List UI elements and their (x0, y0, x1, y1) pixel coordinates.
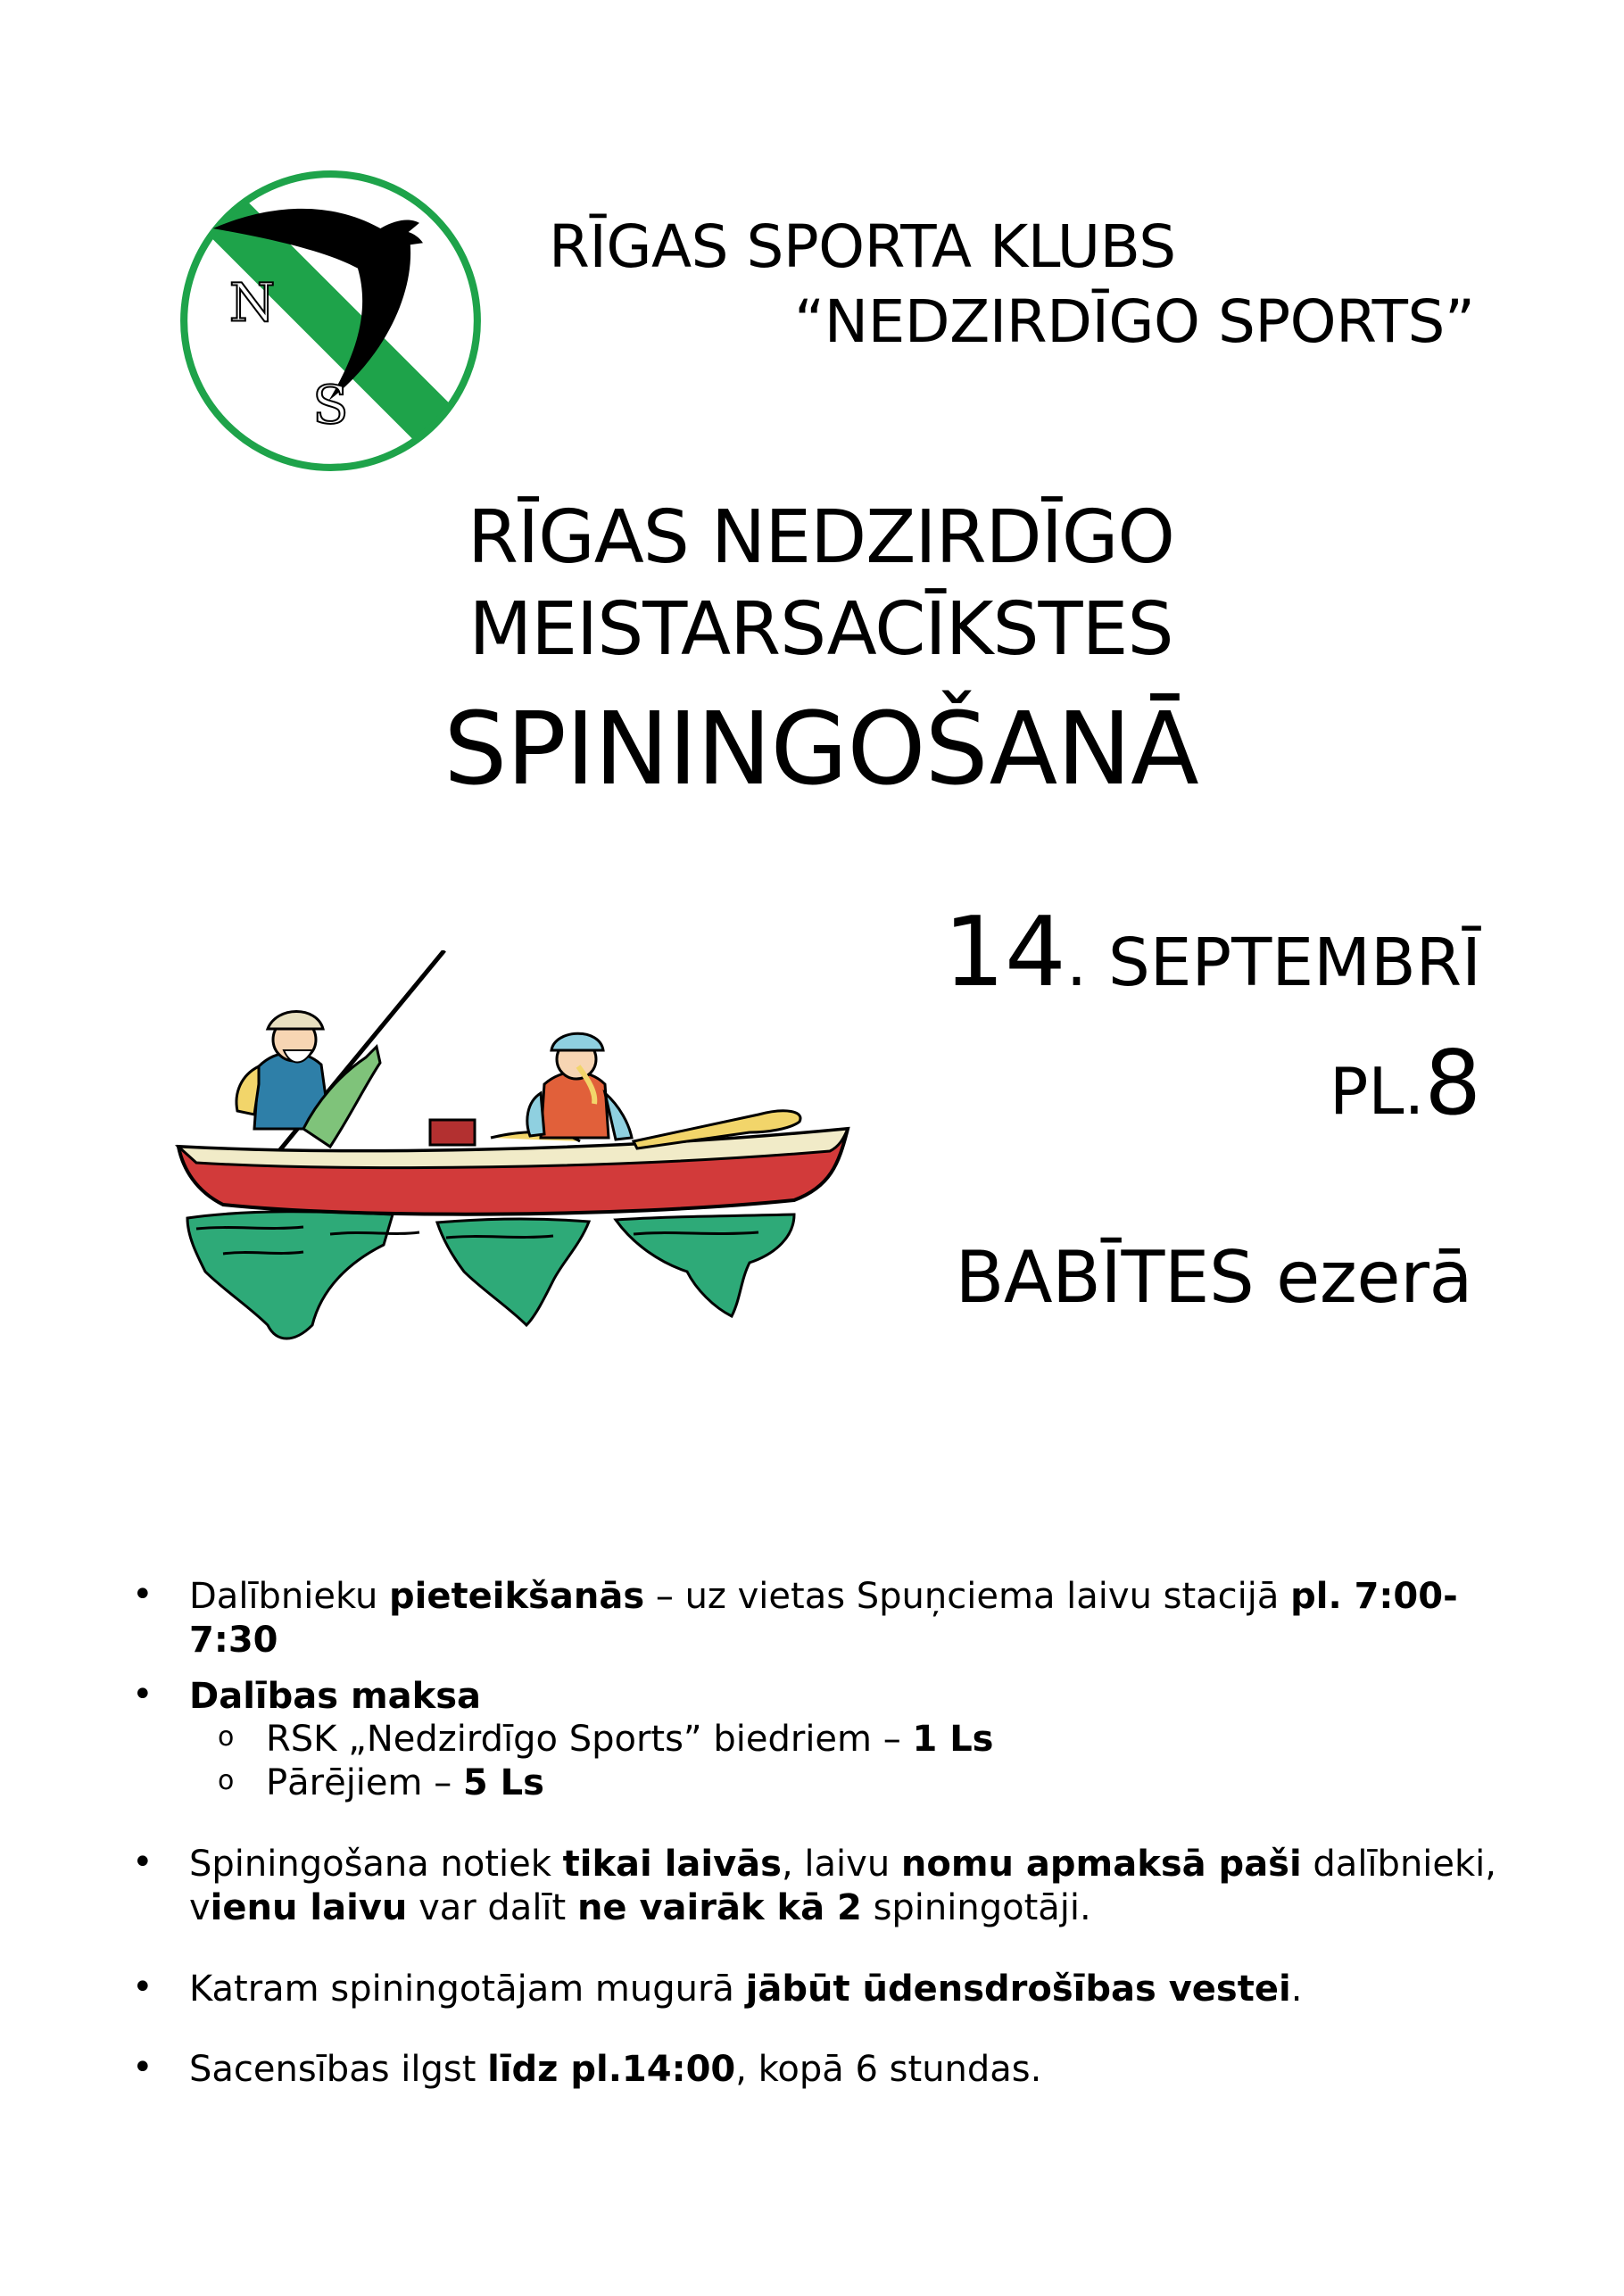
strong-text: tikai laivās (562, 1843, 782, 1885)
bullet-icon: • (132, 2047, 153, 2089)
event-info-list (132, 1575, 1524, 2092)
time-value: 8 (1424, 1031, 1481, 1135)
strong-text: 1 Ls (912, 1719, 994, 1761)
text: . (1290, 1968, 1303, 2010)
text: spiningotāji. (861, 1886, 1091, 1928)
text: – uz vietas Spuņciema laivu stacijā (644, 1576, 1291, 1617)
text: Spiningošana notiek (189, 1843, 563, 1885)
strong-text: pieteikšanās (389, 1576, 645, 1617)
strong-text: pl. 7:00-7:30 (189, 1576, 1458, 1661)
sub-list-item (132, 1718, 1524, 1761)
club-logo (177, 167, 485, 475)
date-day: 14 (943, 897, 1066, 1008)
strong-text: 5 Ls (462, 1762, 544, 1804)
date-month: . SEPTEMBRĪ (1065, 924, 1481, 1001)
strong-text: ne vairāk kā 2 (576, 1886, 862, 1928)
list-item (132, 2048, 1524, 2092)
event-place: BABĪTES ezerā (955, 1236, 1472, 1319)
list-item (132, 1675, 1524, 1719)
text: v (189, 1886, 211, 1928)
strong-text: līdz pl.14:00 (487, 2049, 736, 2091)
text: Dalībnieku (189, 1576, 390, 1617)
bullet-icon: • (132, 1574, 153, 1615)
text: , kopā 6 stundas. (735, 2049, 1042, 2091)
bullet-icon: • (132, 1841, 153, 1883)
text: Sacensības ilgst (189, 2049, 488, 2091)
logo-letter-s: S (312, 374, 349, 436)
text: Katram spiningotājam mugurā (189, 1968, 746, 2010)
list-item (132, 1968, 1524, 2011)
circle-bullet-icon: o (218, 1765, 235, 1797)
strong-text: ienu laivu (210, 1886, 408, 1928)
club-name-line1: RĪGAS SPORTA KLUBS (549, 212, 1176, 281)
sub-list-item (132, 1761, 1524, 1805)
event-title-line3: SPININGOŠANĀ (443, 692, 1198, 808)
event-date (943, 897, 1481, 1008)
event-title-line2: MEISTARSACĪKSTES (468, 587, 1173, 672)
event-title-line1: RĪGAS NEDZIRDĪGO (468, 495, 1174, 580)
text: , laivu (781, 1843, 901, 1885)
strong-text: Dalības maksa (189, 1675, 482, 1717)
bullet-icon: • (132, 1673, 153, 1715)
text: var dalīt (407, 1886, 577, 1928)
bullet-icon: • (132, 1966, 153, 2008)
text: dalībnieki, (1301, 1843, 1497, 1885)
club-name-line2: “NEDZIRDĪGO SPORTS” (794, 287, 1475, 356)
text: Pārējiem – (266, 1762, 463, 1804)
canoe-fishermen-icon (170, 950, 874, 1388)
text: RSK „Nedzirdīgo Sports” biedriem – (266, 1719, 913, 1761)
logo-letter-n: N (228, 271, 276, 334)
list-item (132, 1575, 1524, 1662)
time-prefix: PL. (1329, 1054, 1425, 1129)
circle-bullet-icon: o (218, 1721, 235, 1753)
event-time (1330, 1031, 1481, 1135)
list-item (132, 1843, 1524, 1930)
strong-text: nomu apmaksā paši (900, 1843, 1302, 1885)
strong-text: jābūt ūdensdrošības vestei (745, 1968, 1291, 2010)
